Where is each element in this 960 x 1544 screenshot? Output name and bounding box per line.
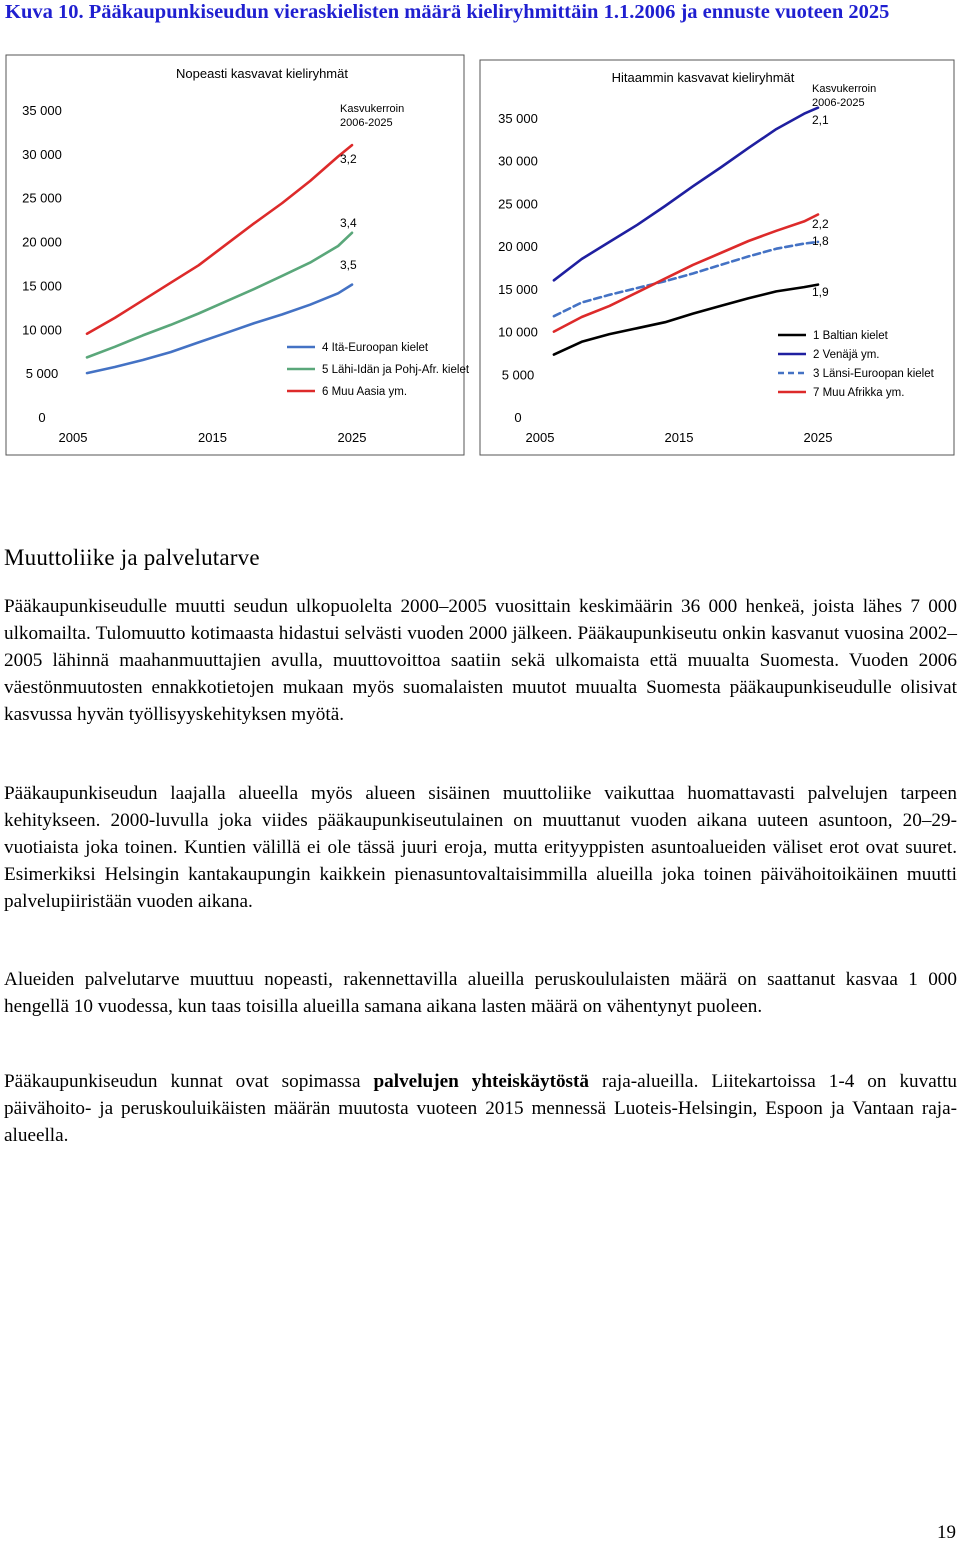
y-tick-label: 25 000 <box>498 196 538 211</box>
y-tick-label: 35 000 <box>498 111 538 126</box>
chart-title: Nopeasti kasvavat kieliryhmät <box>176 66 348 81</box>
figure-title: Kuva 10. Pääkaupunkiseudun vieraskielisten määrä kieliryhmittäin 1.1.2006 ja ennuste vuoteen 2025 <box>5 0 955 25</box>
x-tick-label: 2005 <box>526 430 555 445</box>
legend-label: 3 Länsi-Euroopan kielet <box>813 368 935 380</box>
paragraph-text: Pääkaupunkiseudun laajalla alueella myös alueen sisäinen muuttoliike vaikuttaa huomattavasti palvelujen tarpeen kehitykseen. 2000-luvulla joka viides pääkaupunkiseutulainen on muuttanut vuoden aikana uuteen asuntoon, 20–29-vuotiaista joka toinen. Kuntien välillä ei ole tässä juuri eroja, mutta erityyppisten asuntoalueiden väliset erot ovat suuret. Esimerkiksi Helsingin kantakaupungin kaikkein pienasuntovaltaisimmilla alueilla joka toinen päivähoitoikäinen muutti palvelupiiristään vuoden aikana. <box>4 783 957 912</box>
y-tick-label: 5 000 <box>502 367 535 382</box>
growth-factor-label: 3,4 <box>340 216 357 230</box>
series-line <box>554 215 818 332</box>
growth-factor-label: 2,2 <box>812 217 829 231</box>
y-tick-label: 10 000 <box>498 325 538 340</box>
legend-label: 7 Muu Afrikka ym. <box>813 387 904 399</box>
language-group-charts <box>0 0 960 470</box>
paragraph <box>4 1068 957 1149</box>
y-tick-label: 30 000 <box>498 154 538 169</box>
legend-label: 2 Venäjä ym. <box>813 349 879 361</box>
paragraph-text: raja-alueilla. Liitekartoissa 1-4 on kuvattu päivähoito- ja peruskouluikäisten määrän muutosta vuoteen 2015 mennessä Luoteis-Helsingin, Espoon ja Vantaan raja-alueella. <box>4 1071 957 1146</box>
growth-factor-header: Kasvukerroin <box>340 103 404 115</box>
legend-label: 5 Lähi-Idän ja Pohj-Afr. kielet <box>322 364 470 376</box>
growth-factor-header: Kasvukerroin <box>812 83 876 95</box>
growth-factor-label: 3,2 <box>340 152 357 166</box>
growth-factor-label: 3,5 <box>340 258 357 272</box>
legend-label: 6 Muu Aasia ym. <box>322 386 407 398</box>
x-tick-label: 2025 <box>804 430 833 445</box>
x-tick-label: 2015 <box>198 430 227 445</box>
x-tick-label: 2015 <box>665 430 694 445</box>
y-tick-label: 0 <box>38 410 45 425</box>
growth-factor-header: 2006-2025 <box>812 97 865 109</box>
x-tick-label: 2005 <box>59 430 88 445</box>
y-tick-label: 30 000 <box>22 147 62 162</box>
x-tick-label: 2025 <box>338 430 367 445</box>
paragraph <box>4 966 957 1020</box>
y-tick-label: 15 000 <box>22 278 62 293</box>
paragraph-text: Pääkaupunkiseudulle muutti seudun ulkopuolelta 2000–2005 vuosittain keskimäärin 36 000 henkeä, joista lähes 7 000 ulkomailta. Tulomuutto kotimaasta hidastui selvästi vuoden 2000 jälkeen. Pääkaupunkiseutu onkin kasvanut vuosina 2002–2005 lähinnä maahanmuuttajien avulla, muuttovoittoa saatiin sekä ulkomaista että muualta Suomesta. Vuoden 2006 väestönmuutosten ennakkotietojen mukaan myös suomalaisten muutot muualta Suomesta pääkaupunkiseudulle olisivat kasvussa hyvän työllisyyskehityksen myötä. <box>4 596 957 725</box>
legend-label: 1 Baltian kielet <box>813 330 889 342</box>
y-tick-label: 35 000 <box>22 103 62 118</box>
y-tick-label: 20 000 <box>498 239 538 254</box>
growth-factor-header: 2006-2025 <box>340 117 393 129</box>
growth-factor-label: 1,8 <box>812 234 829 248</box>
y-tick-label: 20 000 <box>22 235 62 250</box>
y-tick-label: 0 <box>514 410 521 425</box>
paragraph-text: Alueiden palvelutarve muuttuu nopeasti, rakennettavilla alueilla peruskoululaisten määrä on saattanut kasvaa 1 000 hengellä 10 vuodessa, kun taas toisilla alueilla samana aikana lasten määrä on vähentynyt puoleen. <box>4 969 957 1017</box>
series-line <box>554 108 818 281</box>
paragraph <box>4 780 957 915</box>
y-tick-label: 5 000 <box>26 366 59 381</box>
growth-factor-label: 2,1 <box>812 113 829 127</box>
chart-panel <box>480 60 954 455</box>
bold-text: palvelujen yhteiskäytöstä <box>373 1071 589 1092</box>
legend-label: 4 Itä-Euroopan kielet <box>322 342 429 354</box>
y-tick-label: 10 000 <box>22 322 62 337</box>
growth-factor-label: 1,9 <box>812 285 829 299</box>
page-number: 19 <box>937 1522 956 1544</box>
chart-panel <box>6 55 470 455</box>
paragraph-text: Pääkaupunkiseudun kunnat ovat sopimassa <box>4 1071 373 1092</box>
chart-title: Hitaammin kasvavat kieliryhmät <box>612 70 795 85</box>
y-tick-label: 25 000 <box>22 191 62 206</box>
section-heading: Muuttoliike ja palvelutarve <box>4 545 260 571</box>
y-tick-label: 15 000 <box>498 282 538 297</box>
paragraph <box>4 593 957 728</box>
